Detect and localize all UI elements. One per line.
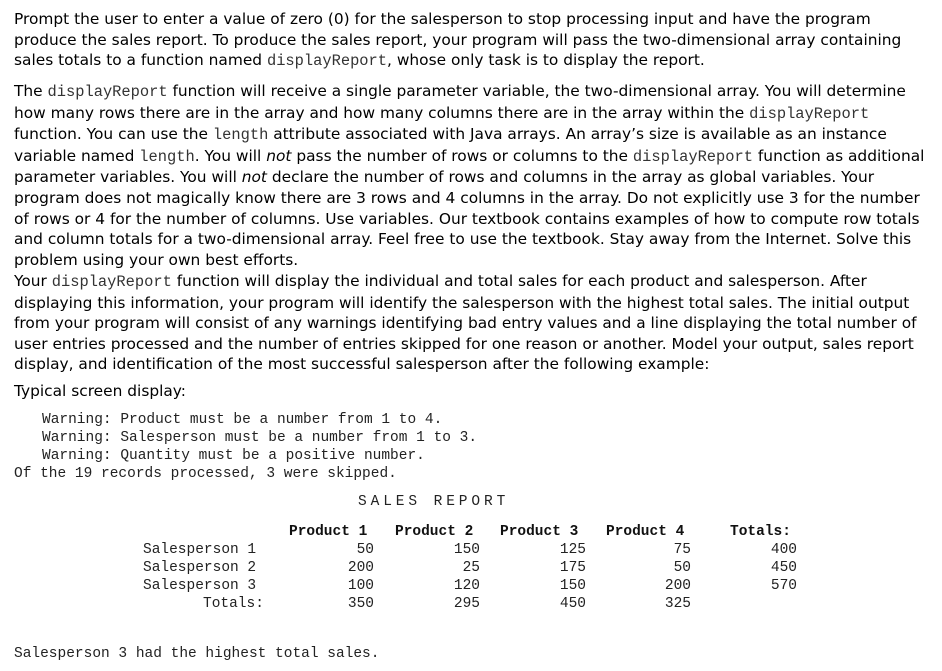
warning-line: Warning: Product must be a number from 1 to 4. xyxy=(42,412,443,428)
code-display-report: displayReport xyxy=(632,147,753,166)
row-label-salesperson-3: Salesperson 3 xyxy=(143,578,257,594)
text: Prompt the user to enter a value of zero (0) for the salesperson to stop processing input and have the program produce the sales report. To produce the sales report, your program will pass the two-dimensional array containing sales totals to a function named xyxy=(14,10,902,70)
text: pass the number of rows or columns to the xyxy=(291,146,633,165)
code-display-report: displayReport xyxy=(47,83,168,101)
text: Your xyxy=(14,272,52,290)
column-total-cell: 350 xyxy=(347,596,374,612)
report-title-text: SALES REPORT xyxy=(358,494,510,510)
row-label-salesperson-1: Salesperson 1 xyxy=(143,542,257,558)
emphasis-not: not xyxy=(241,168,267,187)
report-title xyxy=(358,494,509,510)
paragraph-display-report xyxy=(14,81,934,270)
cell: 125 xyxy=(559,542,586,558)
cell: 150 xyxy=(559,578,586,594)
cell: 120 xyxy=(453,578,480,594)
text: function as additional parameter variables. You will xyxy=(14,146,925,187)
cell: 25 xyxy=(462,560,480,576)
text: , whose only task is to display the report. xyxy=(387,51,705,70)
code-length: length xyxy=(212,126,269,145)
column-header-product-3: Product 3 xyxy=(500,524,579,540)
row-total-cell: 450 xyxy=(770,560,797,576)
warning-line: Warning: Salesperson must be a number from 1 to 3. xyxy=(42,430,478,446)
screen-heading: Typical screen display: xyxy=(14,382,186,400)
cell: 50 xyxy=(673,560,691,576)
column-header-totals: Totals: xyxy=(730,524,791,540)
code-display-report: displayReport xyxy=(749,104,870,123)
column-header-product-4: Product 4 xyxy=(606,524,685,540)
column-header-product-1: Product 1 xyxy=(289,524,368,540)
row-label-salesperson-2: Salesperson 2 xyxy=(143,560,257,576)
text: The xyxy=(14,82,48,100)
column-total-cell: 295 xyxy=(453,596,480,612)
text: function. You can use the xyxy=(14,125,213,144)
text: . You will xyxy=(194,146,267,165)
column-header-product-2: Product 2 xyxy=(395,524,474,540)
cell: 200 xyxy=(664,578,691,594)
paragraph-intro xyxy=(14,9,934,72)
code-display-report: displayReport xyxy=(51,273,172,291)
column-total-cell: 325 xyxy=(664,596,691,612)
cell: 200 xyxy=(347,560,374,576)
warning-line: Warning: Quantity must be a positive number. xyxy=(42,448,425,464)
text: attribute associated with Java arrays. An array’s size is available as an instance variable named xyxy=(14,125,887,165)
highest-sales-line: Salesperson 3 had the highest total sales. xyxy=(14,646,380,662)
cell: 50 xyxy=(356,542,374,558)
text: declare the number of rows and columns in the array as global variables. Your program does not magically know there are 3 rows and 4 columns in the array. Do not explicitly use 3 for the number of rows or 4 for the number of columns. Use variables. Our textbook contains examples of how to compute row totals and column totals for a two-dimensional array. Feel free to use the textbook. Stay away from the Internet. Solve this problem using your own best efforts. xyxy=(14,168,920,269)
text: function will receive a single parameter variable, the two-dimensional array. You will determine how many rows there are in the array and how many columns there are in the array within the xyxy=(14,82,906,122)
summary-line: Of the 19 records processed, 3 were skipped. xyxy=(14,466,397,482)
row-total-cell: 570 xyxy=(770,578,797,594)
column-total-cell: 450 xyxy=(559,596,586,612)
cell: 175 xyxy=(559,560,586,576)
text: function will display the individual and total sales for each product and salesperson. After displaying this information, your program will identify the salesperson with the highest total sales. The initial output from your program will consist of any warnings identifying bad entry values and a line displaying the total number of user entries processed and the number of entries skipped for one reason or another. Model your output, sales report display, and identification of the most successful salesperson after the following example: xyxy=(14,272,917,374)
row-total-cell: 400 xyxy=(770,542,797,558)
paragraph-output xyxy=(14,271,934,375)
cell: 100 xyxy=(347,578,374,594)
emphasis-not: not xyxy=(266,146,292,165)
cell: 150 xyxy=(453,542,480,558)
code-display-report: displayReport xyxy=(266,52,388,71)
cell: 75 xyxy=(673,542,691,558)
code-length: length xyxy=(139,147,195,166)
row-label-totals: Totals: xyxy=(203,596,264,612)
